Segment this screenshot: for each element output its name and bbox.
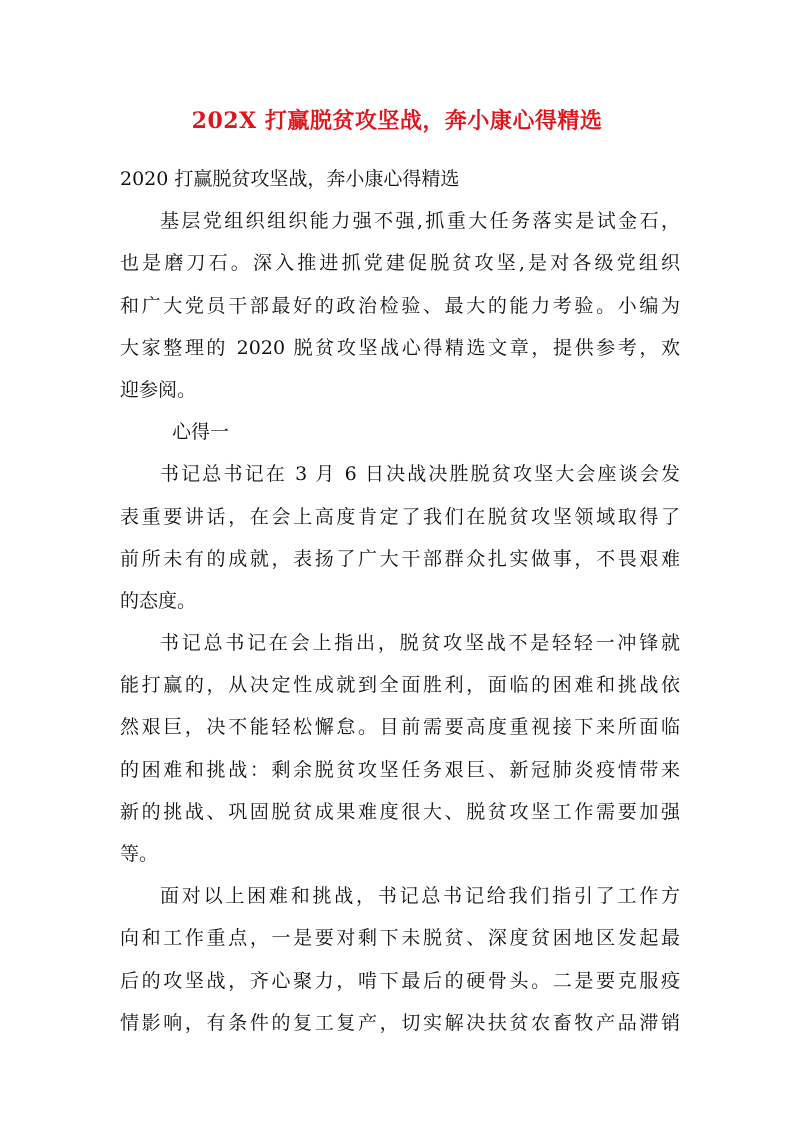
paragraph-line: 等。 <box>120 843 159 865</box>
paragraph-line: 能打赢的，从决定性成就到全面胜利，面临的困难和挑战依 <box>120 674 680 697</box>
paragraph-line: 后的攻坚战，齐心聚力，啃下最后的硬骨头。二是要克服疫 <box>120 969 680 992</box>
paragraph-line: 然艰巨，决不能轻松懈怠。目前需要高度重视接下来所面临 <box>120 716 680 739</box>
paragraph-line: 的困难和挑战：剩余脱贫攻坚任务艰巨、新冠肺炎疫情带来 <box>120 758 680 781</box>
paragraph-line: 面对以上困难和挑战，书记总书记给我们指引了工作方 <box>160 885 680 908</box>
paragraph-line: 表重要讲话，在会上高度肯定了我们在脱贫攻坚领域取得了 <box>120 505 680 528</box>
paragraph-line: 和广大党员干部最好的政治检验、最大的能力考验。小编为 <box>120 294 680 317</box>
paragraph-line: 新的挑战、巩固脱贫成果难度很大、脱贫攻坚工作需要加强 <box>120 800 680 823</box>
paragraph-line: 向和工作重点，一是要对剩下未脱贫、深度贫困地区发起最 <box>120 927 680 950</box>
paragraph-line: 基层党组织组织能力强不强,抓重大任务落实是试金石， <box>160 210 680 233</box>
paragraph-line: 的态度。 <box>120 589 197 612</box>
paragraph-line: 也是磨刀石。深入推进抓党建促脱贫攻坚,是对各级党组织 <box>120 252 680 275</box>
paragraph-line: 书记总书记在会上指出，脱贫攻坚战不是轻轻一冲锋就 <box>160 632 680 655</box>
subtitle-line: 2020 打赢脱贫攻坚战，奔小康心得精选 <box>120 168 460 190</box>
document-title: 202X 打赢脱贫攻坚战，奔小康心得精选 <box>191 108 603 134</box>
section-heading: 心得一 <box>172 421 230 444</box>
paragraph-line: 迎参阅。 <box>120 378 197 401</box>
paragraph-line: 前所未有的成就，表扬了广大干部群众扎实做事，不畏艰难 <box>120 547 680 570</box>
document-body <box>120 158 680 1044</box>
paragraph-line: 书记总书记在 3 月 6 日决战决胜脱贫攻坚大会座谈会发 <box>160 463 680 486</box>
paragraph-line: 大家整理的 2020 脱贫攻坚战心得精选文章，提供参考，欢 <box>120 336 680 359</box>
paragraph-line: 情影响，有条件的复工复产，切实解决扶贫农畜牧产品滞销 <box>120 1011 680 1034</box>
